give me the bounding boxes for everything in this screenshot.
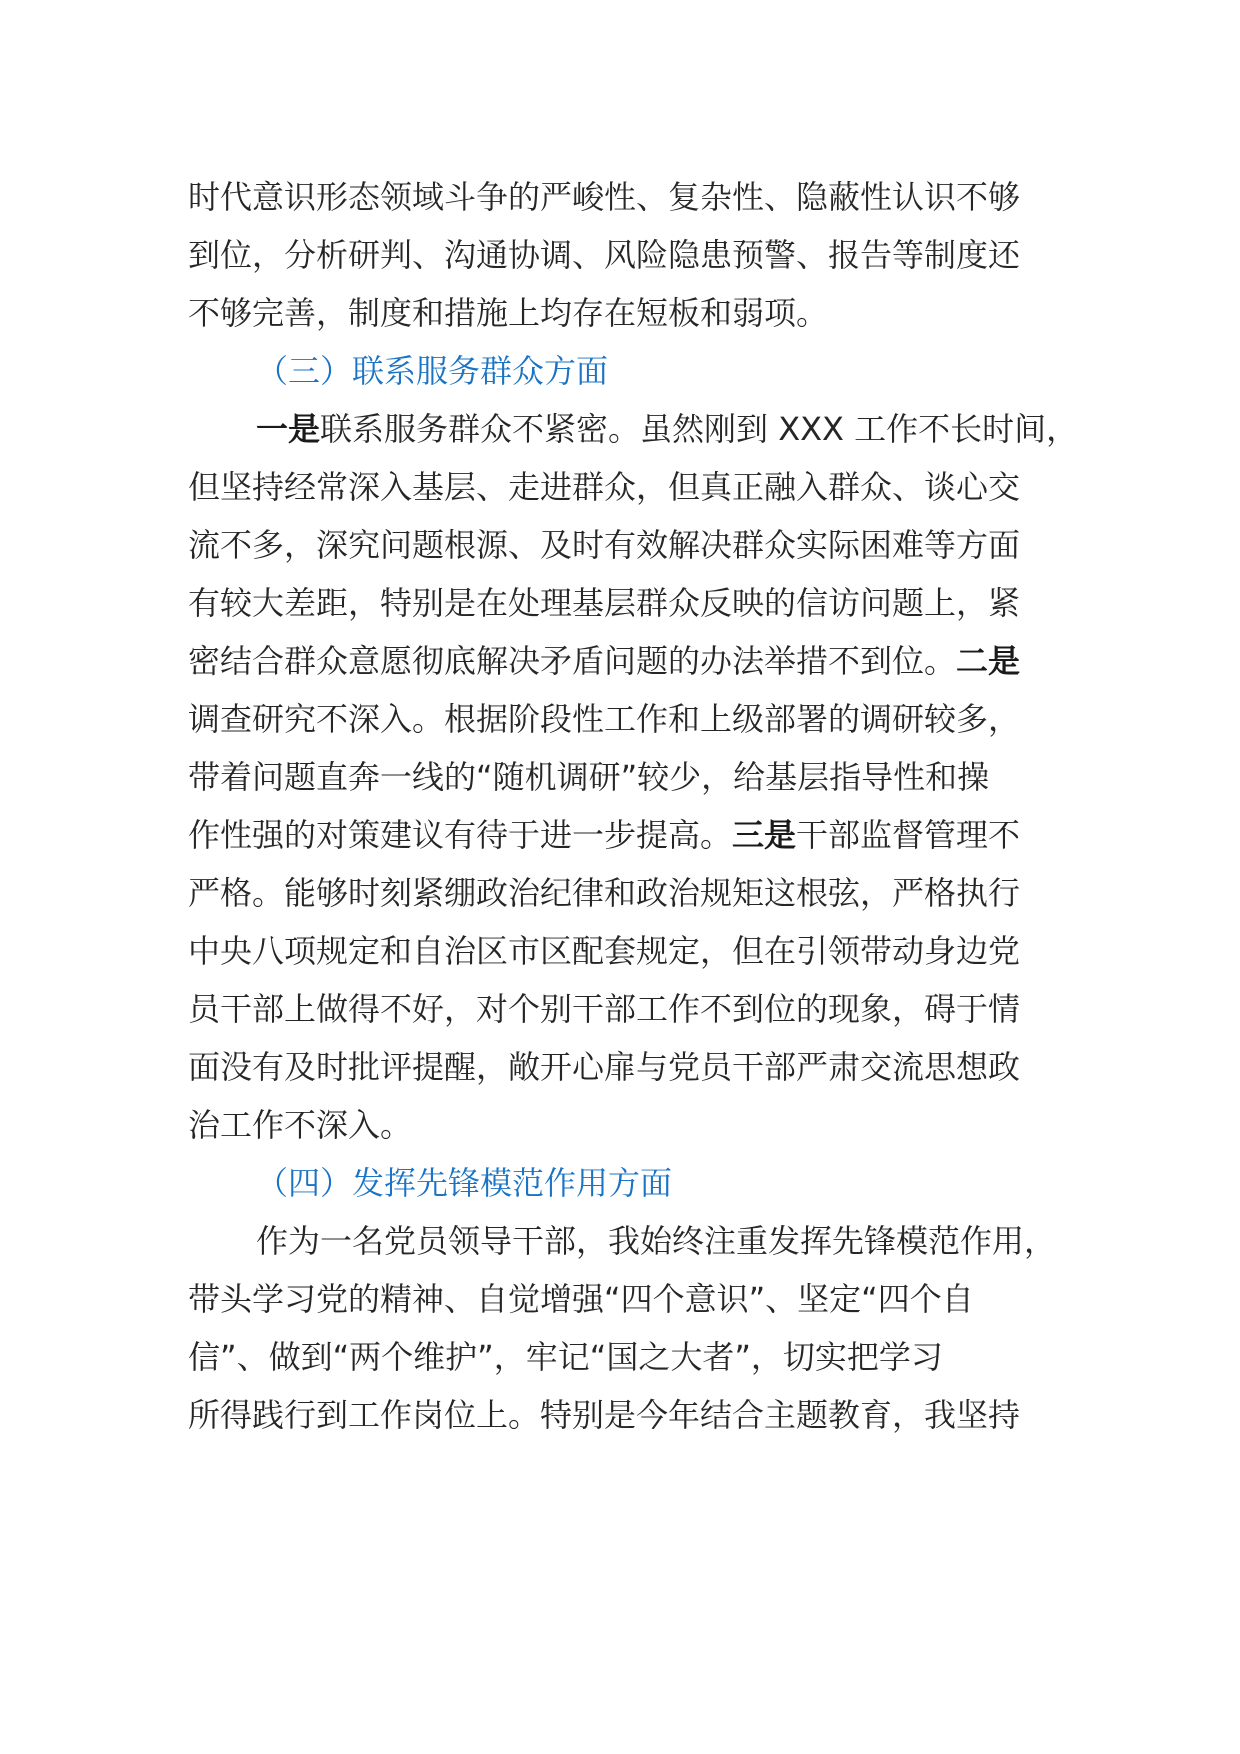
text-segment: 干部监督管理不 [796,816,1021,854]
text-segment: 时代意识形态领域斗争的严峻性、复杂性、隐蔽性认识不够 [188,178,1021,216]
text-segment: 信”、做到“两个维护”，牢记“国之大者”，切实把学习 [188,1338,943,1376]
heading-text: （三）联系服务群众方面 [256,352,609,390]
text-segment: 联系服务群众不紧密。虽然刚到 XXX 工作不长时间， [320,410,1079,448]
section-heading-4 [256,1150,672,1216]
text-segment: 调查研究不深入。根据阶段性工作和上级部署的调研较多， [188,700,1021,738]
text-segment: 带头学习党的精神、自觉增强“四个意识”、坚定“四个自 [188,1280,974,1318]
body-line-11 [188,744,989,810]
text-segment: 中央八项规定和自治区市区配套规定，但在引领带动身边党 [188,932,1021,970]
text-segment: 带着问题直奔一线的“随机调研”较少，给基层指导性和操 [188,758,990,796]
body-line-8 [188,570,1020,636]
text-segment: 但坚持经常深入基层、走进群众，但真正融入群众、谈心交 [188,468,1021,506]
body-line-13 [188,860,1020,926]
body-line-5 [256,396,1078,462]
text-segment: 作为一名党员领导干部，我始终注重发挥先锋模范作用， [256,1222,1057,1260]
body-line-12 [188,802,1020,868]
body-line-3 [188,280,828,346]
body-line-9 [188,628,1020,694]
text-segment: 严格。能够时刻紧绷政治纪律和政治规矩这根弦，严格执行 [188,874,1021,912]
text-segment: 有较大差距，特别是在处理基层群众反映的信访问题上，紧 [188,584,1021,622]
body-line-7 [188,512,1020,578]
text-segment: 所得践行到工作岗位上。特别是今年结合主题教育，我坚持 [188,1396,1021,1434]
heading-text: （四）发挥先锋模范作用方面 [256,1164,673,1202]
body-line-21 [188,1324,943,1390]
body-line-6 [188,454,1020,520]
body-line-17 [188,1092,412,1158]
section-heading-3 [256,338,608,404]
text-segment: 不够完善，制度和措施上均存在短板和弱项。 [188,294,829,332]
body-line-15 [188,976,1020,1042]
text-segment: 治工作不深入。 [188,1106,413,1144]
body-line-20 [188,1266,974,1332]
body-line-14 [188,918,1020,984]
text-segment: 员干部上做得不好，对个别干部工作不到位的现象，碍于情 [188,990,1021,1028]
body-line-16 [188,1034,1020,1100]
bold-marker: 二是 [956,642,1021,680]
body-line-10 [188,686,1020,752]
bold-marker: 三是 [732,816,797,854]
text-segment: 面没有及时批评提醒，敞开心扉与党员干部严肃交流思想政 [188,1048,1021,1086]
text-segment: 到位，分析研判、沟通协调、风险隐患预警、报告等制度还 [188,236,1021,274]
body-line-22 [188,1382,1020,1448]
text-segment: 作性强的对策建议有待于进一步提高。 [188,816,733,854]
body-line-2 [188,222,1020,288]
text-segment: 流不多，深究问题根源、及时有效解决群众实际困难等方面 [188,526,1021,564]
body-line-1 [188,164,1020,230]
body-line-19 [256,1208,1056,1274]
text-segment: 密结合群众意愿彻底解决矛盾问题的办法举措不到位。 [188,642,957,680]
bold-marker: 一是 [256,410,321,448]
